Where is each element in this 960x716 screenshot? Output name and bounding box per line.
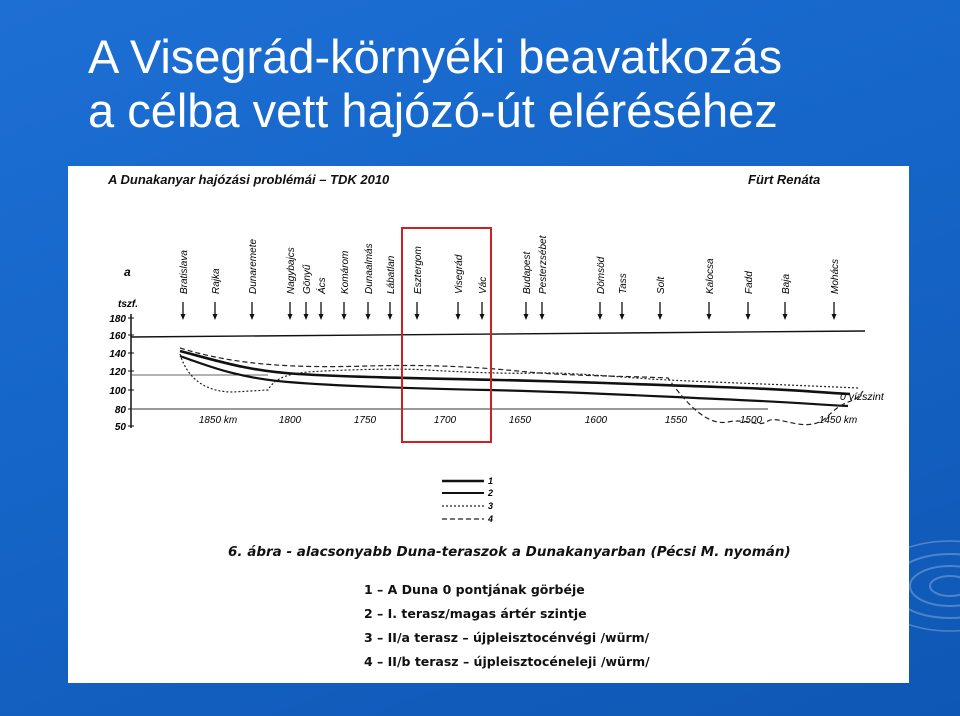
x-tick-label: 1650 — [508, 415, 532, 426]
x-tick-label: 1550 — [664, 415, 688, 426]
place-label: Ács — [317, 277, 328, 294]
place-label: Solt — [656, 276, 667, 294]
y-tick-label: 120 — [109, 367, 126, 378]
place-label: Kalocsa — [705, 258, 716, 294]
place-arrow-head — [366, 314, 371, 320]
place-arrow-head — [415, 314, 420, 320]
place-arrow-head — [480, 314, 485, 320]
place-arrow-head — [598, 314, 603, 320]
reference-line-top — [131, 331, 865, 337]
legend-number-2: 2 — [488, 488, 494, 498]
y-axis-label: tszf. — [118, 299, 138, 310]
place-label: Esztergom — [413, 246, 424, 294]
slide-title-line-2: a célba vett hajózó-út eléréséhez — [88, 84, 778, 137]
profile-diagram — [68, 166, 909, 466]
place-arrow-head — [540, 314, 545, 320]
legend-number-3: 3 — [488, 501, 494, 511]
place-arrow-head — [288, 314, 293, 320]
place-arrow-head — [250, 314, 255, 320]
zero-water-level-label: 0 vízszint — [840, 391, 884, 403]
place-arrow-head — [342, 314, 347, 320]
legend-number-1: 1 — [488, 476, 494, 486]
y-tick-label: 80 — [114, 405, 126, 416]
place-label: Komárom — [340, 250, 351, 294]
place-label: Vác — [478, 276, 489, 294]
y-tick-label: 50 — [114, 422, 126, 433]
legend-item-4: 4 – II/b terasz – újpleisztocéneleji /würm/ — [364, 654, 650, 669]
legend-item-1: 1 – A Duna 0 pontjának görbéje — [364, 582, 585, 597]
legend-item-2: 2 – I. terasz/magas ártér szintje — [364, 606, 587, 621]
place-label: Dunaalmás — [364, 243, 375, 294]
place-arrow-head — [707, 314, 712, 320]
place-arrow-head — [620, 314, 625, 320]
x-tick-label: 1500 — [739, 415, 763, 426]
y-tick-label: 100 — [109, 386, 126, 397]
place-arrow-head — [388, 314, 393, 320]
y-tick-label: 140 — [109, 349, 126, 360]
place-arrow-head — [746, 314, 751, 320]
place-arrow-head — [658, 314, 663, 320]
place-label: Fadd — [744, 271, 755, 294]
place-label: Lábatlan — [386, 255, 397, 294]
place-arrow-head — [213, 314, 218, 320]
place-label: Baja — [781, 273, 792, 294]
legend-item-3: 3 – II/a terasz – újpleisztocénvégi /würm/ — [364, 630, 650, 645]
legend-number-4: 4 — [488, 514, 494, 524]
curve-4-terrace-iib — [180, 348, 863, 425]
place-label: Dömsöd — [596, 256, 607, 294]
slide-title — [88, 30, 948, 138]
scanned-figure — [68, 166, 909, 683]
x-tick-label: 1750 — [353, 415, 377, 426]
legend-list — [364, 578, 650, 674]
place-arrow-head — [304, 314, 309, 320]
place-arrow-head — [524, 314, 529, 320]
x-tick-label: 1800 — [278, 415, 302, 426]
figure-header-author: Fürt Renáta — [748, 172, 821, 187]
slide-title-line-1: A Visegrád-környéki beavatkozás — [88, 30, 783, 83]
figure-caption: 6. ábra - alacsonyabb Duna-teraszok a Dunakanyarban (Pécsi M. nyomán) — [228, 544, 791, 560]
place-label: Rajka — [211, 268, 222, 294]
x-tick-label: 1450 km — [818, 415, 858, 426]
place-label: Gönyű — [302, 264, 313, 294]
place-arrow-head — [456, 314, 461, 320]
line-legend — [438, 471, 558, 531]
x-tick-label: 1700 — [433, 415, 457, 426]
x-axis-ticks — [199, 415, 857, 426]
place-arrow-head — [783, 314, 788, 320]
place-label: Mohács — [830, 258, 841, 294]
place-label: Dunaremete — [248, 238, 259, 294]
place-arrow-head — [832, 314, 837, 320]
place-label: Budapest — [522, 251, 533, 294]
x-tick-label: 1600 — [584, 415, 608, 426]
place-arrow-head — [181, 314, 186, 320]
place-labels — [179, 234, 841, 320]
curve-2-terrace-i — [180, 351, 850, 394]
x-tick-label: 1850 km — [198, 415, 238, 426]
place-label: Pesterzsébet — [538, 235, 549, 294]
place-label: Visegrád — [454, 254, 465, 294]
y-tick-label: 180 — [109, 314, 126, 325]
panel-label: a — [124, 265, 131, 279]
place-label: Bratislava — [179, 250, 190, 294]
place-label: Tass — [618, 273, 629, 294]
y-tick-label: 160 — [109, 331, 126, 342]
figure-header-title: A Dunakanyar hajózási problémái – TDK 2010 — [108, 172, 390, 187]
place-arrow-head — [319, 314, 324, 320]
place-label: Nagybajcs — [286, 247, 297, 294]
